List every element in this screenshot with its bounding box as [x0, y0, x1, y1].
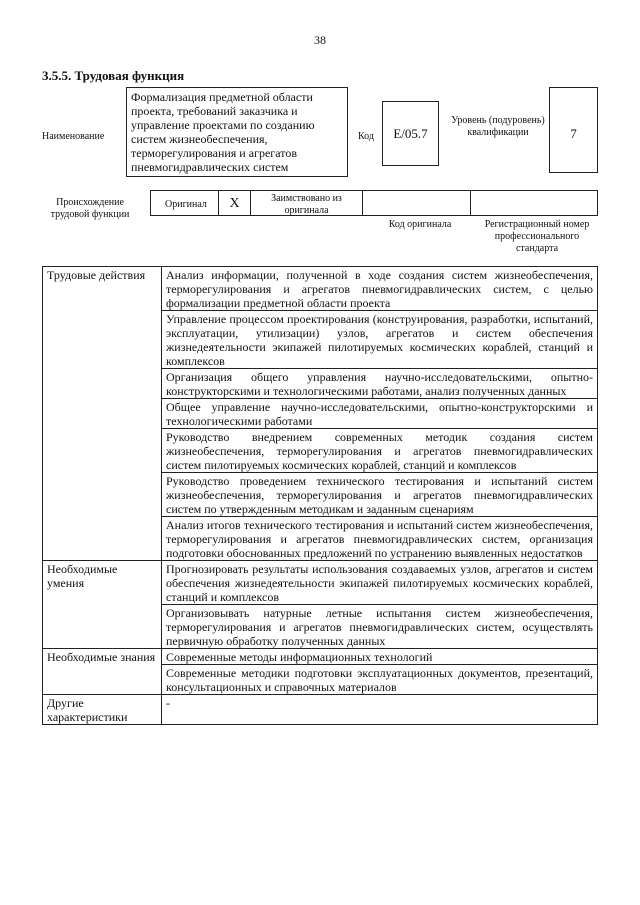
row-item-text: Руководство проведением технического тестирования и испытаний систем жизнеобеспечения, терморегулирования и агрегатов пневмогидравлических систем по утвержденным методикам и заданным сценариям — [162, 473, 598, 517]
row-item-text: Общее управление научно-исследовательскими, опытно-конструкторскими и технологическими работами — [162, 399, 598, 429]
row-item-text: - — [162, 695, 598, 725]
origin-label: Происхождение трудовой функции — [50, 197, 130, 220]
row-group-label: Другие характеристики — [43, 695, 162, 725]
row-group-label: Необходимые умения — [43, 561, 162, 649]
row-item-text: Организовывать натурные летные испытания систем жизнеобеспечения, терморегулирования и агрегатов пневмогидравлических систем, осуществлять первичную обработку полученных данных — [162, 605, 598, 649]
reg-number-cell — [471, 191, 597, 215]
page-number: 38 — [314, 33, 326, 47]
row-item-text: Руководство внедрением современных методик создания систем жизнеобеспечения, терморегулирования и агрегатов пневмогидравлических систем пилотируемых космических кораблей, станций и комплексов — [162, 429, 598, 473]
row-item-text: Прогнозировать результаты использования создаваемых узлов, агрегатов и систем обеспечения жизнедеятельности экипажей пилотируемых космических кораблей, станций и комплексов — [162, 561, 598, 605]
original-cell: Оригинал — [151, 191, 219, 215]
row-item-text: Управление процессом проектирования (конструирования, разработки, испытаний, эксплуатации, утилизации) узлов, агрегатов и систем обеспечения жизнедеятельности экипажей пилотируемых космических кораблей, станций и комплексов — [162, 311, 598, 369]
row-item-text: Современные методы информационных технологий — [162, 649, 598, 665]
origin-strip — [150, 190, 598, 216]
reg-number-label: Регистрационный номер профессионального стандарта — [484, 219, 590, 254]
row-item-text: Современные методики подготовки эксплуатационных документов, презентаций, консультационных и справочных материалов — [162, 665, 598, 695]
section-title: 3.5.5. Трудовая функция — [42, 68, 185, 83]
table-row — [43, 695, 598, 725]
original-code-label: Код оригинала — [388, 219, 452, 230]
name-label: Наименование — [42, 131, 105, 142]
row-group-label: Трудовые действия — [43, 267, 162, 561]
original-code-cell — [363, 191, 471, 215]
borrowed-cell: Заимствовано из оригинала — [251, 191, 363, 215]
level-value-box: 7 — [549, 87, 598, 173]
row-item-text: Анализ итогов технического тестирования и испытаний систем жизнеобеспечения, терморегулирования и агрегатов пневмогидравлических систем, организация подготовки обоснованных предложений по устранению выявленных недостатков — [162, 517, 598, 561]
function-table — [42, 266, 598, 725]
original-mark-cell: Х — [219, 191, 251, 215]
row-item-text: Организация общего управления научно-исследовательскими, опытно-конструкторскими и технологическими работами, анализ полученных данных — [162, 369, 598, 399]
code-label: Код — [358, 131, 374, 142]
table-row — [43, 649, 598, 665]
level-label: Уровень (подуровень) квалификации — [451, 115, 545, 138]
function-name-box: Формализация предметной области проекта, требований заказчика и управление проектами по созданию систем жизнеобеспечения, терморегулирования и агрегатов пневмогидравлических систем — [126, 87, 348, 177]
row-group-label: Необходимые знания — [43, 649, 162, 695]
row-item-text: Анализ информации, полученной в ходе создания систем жизнеобеспечения, терморегулирования и агрегатов пневмогидравлических систем, с целью формализации предметной области проекта — [162, 267, 598, 311]
code-value-box: Е/05.7 — [382, 101, 439, 166]
table-row — [43, 267, 598, 311]
table-row — [43, 561, 598, 605]
